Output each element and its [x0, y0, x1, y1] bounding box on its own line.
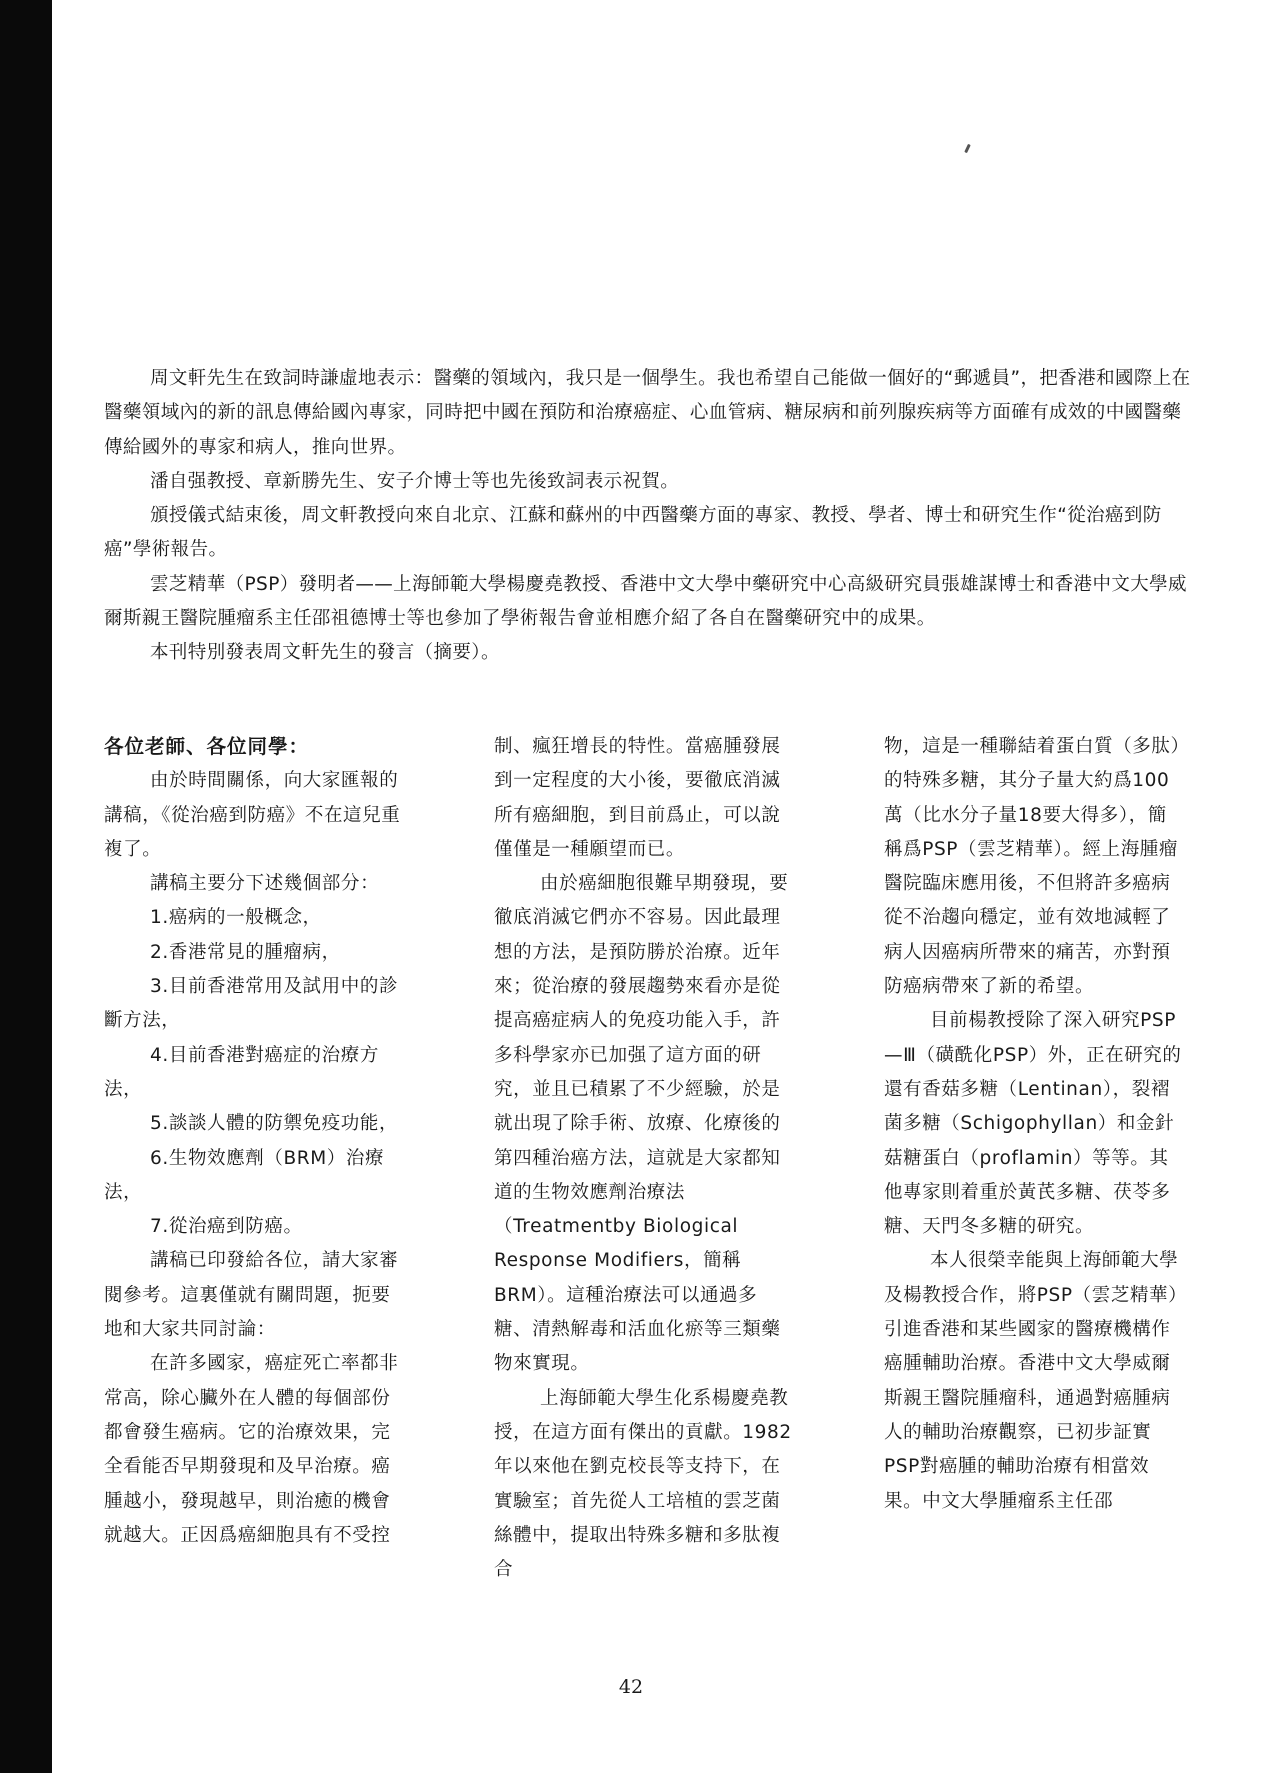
intro-paragraph: 頒授儀式結束後，周文軒教授向來自北京、江蘇和蘇州的中西醫藥方面的專家、教授、學者、博士和研究生作“從治癌到防癌”學術報告。 [104, 505, 1162, 561]
outline-item: 2.香港常見的腫瘤病， [150, 941, 341, 963]
intro-paragraph: 雲芝精華（PSP）發明者——上海師範大學楊慶堯教授、香港中文大學中藥研究中心高級研究員張雄謀博士和香港中文大學威爾斯親王醫院腫瘤系主任邵祖德博士等也參加了學術報告會並相應介紹了各自在醫藥研究中的成果。 [104, 573, 1187, 630]
intro-paragraph: 周文軒先生在致詞時謙虛地表示：醫藥的領域內，我只是一個學生。我也希望自己能做一個好的“郵遞員”，把香港和國際上在醫藥領域內的新的訊息傳給國內專家，同時把中國在預防和治療癌症、心血管病、糖尿病和前列腺疾病等方面確有成效的中國醫藥傳給國外的專家和病人，推向世界。 [104, 368, 1191, 458]
speech-paragraph: 本人很榮幸能與上海師範大學及楊教授合作，將PSP（雲芝精華）引進香港和某些國家的醫療機構作癌腫輔助治療。香港中文大學威爾斯親王醫院腫瘤科，通過對癌腫病人的輔助治療觀察，已初步証實PSP對癌腫的輔助治療有相當效果。中文大學腫瘤系主任邵 [884, 1250, 1179, 1512]
speech-column-3 [884, 730, 1184, 1519]
speech-column-1 [104, 730, 404, 1553]
speech-paragraph: 講稿主要分下述幾個部分： [150, 873, 380, 895]
speech-paragraph: 由於癌細胞很難早期發現，要徹底消滅它們亦不容易。因此最理想的方法，是預防勝於治療。近年來；從治療的發展趨勢來看亦是從提高癌症病人的免疫功能入手，許多科學家亦已加强了這方面的研究，並且已積累了不少經驗，於是就出現了除手術、放療、化療後的第四種治癌方法，這就是大家都知道的生物效應劑治療法（Treatmentby Biological Response Modifiers，簡稱 BRM）。這種治療法可以通過多糖、清熱解毒和活血化瘀等三類藥物來實現。 [494, 873, 789, 1375]
speech-paragraph: 目前楊教授除了深入研究PSP—Ⅲ（磺酰化PSP）外，正在研究的還有香菇多糖（Lentinan），裂褶菌多糖（Schigophyllan）和金針菇糖蛋白（proflamin）等等。其他專家則着重於黃芪多糖、茯苓多糖、天門冬多糖的研究。 [884, 1010, 1182, 1238]
speech-paragraph: 由於時間關係，向大家匯報的講稿，《從治癌到防癌》不在這兒重複了。 [104, 770, 401, 860]
speech-paragraph: 上海師範大學生化系楊慶堯教授，在這方面有傑出的貢獻。1982年以來他在劉克校長等支持下，在實驗室；首先從人工培植的雲芝菌絲體中，提取出特殊多糖和多肽複合 [494, 1387, 792, 1581]
outline-item: 1.癌病的一般概念， [150, 907, 322, 929]
outline-item: 6.生物效應劑（BRM）治療法， [104, 1147, 385, 1203]
intro-paragraph: 潘自强教授、章新勝先生、安子介博士等也先後致詞表示祝賀。 [150, 470, 680, 492]
outline-item: 5.談談人體的防禦免疫功能， [150, 1113, 399, 1135]
speech-column-2 [494, 730, 794, 1587]
scan-speck [964, 144, 971, 153]
speech-heading: 各位老師、各位同學： [104, 735, 310, 758]
outline-item: 4.目前香港對癌症的治療方法， [104, 1044, 379, 1100]
intro-paragraph: 本刊特別發表周文軒先生的發言（摘要）。 [150, 642, 500, 664]
outline-item: 3.目前香港常用及試用中的診斷方法， [104, 976, 399, 1032]
intro-section [104, 362, 1194, 671]
outline-item: 7.從治癌到防癌。 [150, 1216, 303, 1238]
page-number: 42 [618, 1676, 644, 1698]
speech-paragraph: 講稿已印發給各位，請大家審閱參考。這裏僅就有關問題，扼要地和大家共同討論： [104, 1250, 399, 1341]
speech-paragraph: 制、瘋狂增長的特性。當癌腫發展到一定程度的大小後，要徹底消滅所有癌細胞，到目前爲止，可以說僅僅是一種願望而已。 [494, 736, 781, 860]
speech-paragraph: 在許多國家，癌症死亡率都非常高，除心臟外在人體的每個部份都會發生癌病。它的治療效果，完全看能否早期發現和及早治療。癌腫越小，發現越早，則治癒的機會就越大。正因爲癌細胞具有不受控 [104, 1353, 399, 1546]
speech-paragraph: 物，這是一種聯結着蛋白質（多肽）的特殊多糖，其分子量大約爲100萬（比水分子量18要大得多），簡稱爲PSP（雲芝精華）。經上海腫瘤醫院臨床應用後，不但將許多癌病從不治趨向穩定，並有效地減輕了病人因癌病所帶來的痛苦，亦對預防癌病帶來了新的希望。 [884, 736, 1181, 998]
scan-edge [0, 0, 52, 1773]
